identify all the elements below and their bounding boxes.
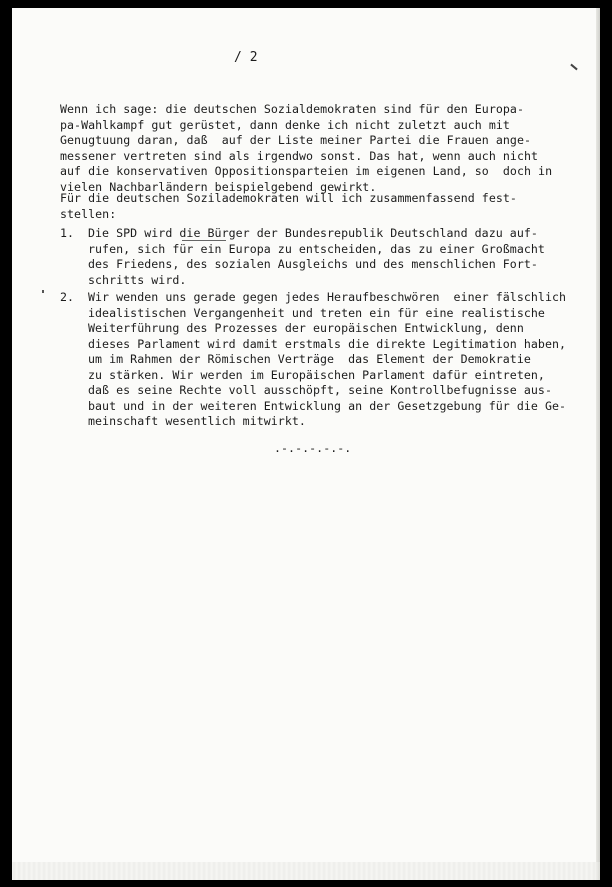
list-item-line: meinschaft wesentlich mitwirkt. <box>88 414 306 428</box>
list-item-line: des Friedens, des sozialen Ausgleichs und des menschlichen Fort- <box>88 257 538 271</box>
list-item-line: um im Rahmen der Römischen Verträge das Element der Demokratie <box>88 352 531 366</box>
list-item-number: 1. <box>60 226 75 240</box>
list-item-line: zu stärken. Wir werden im Europäischen Parlament dafür eintreten, <box>88 367 545 382</box>
list-item-line: Die SPD wird die Bürger der Bundesrepublik Deutschland dazu auf- <box>88 226 538 240</box>
paragraph-2 <box>60 191 517 222</box>
paragraph-line: Für die deutschen Sozilademokraten will ich zusammenfassend fest- <box>60 191 517 205</box>
paragraph-line: Wenn ich sage: die deutschen Sozialdemokraten sind für den Europa- <box>60 102 524 116</box>
paragraph-line: messener vertreten sind als irgendwo sonst. Das hat, wenn auch nicht <box>60 148 539 163</box>
scan-noise-strip <box>12 862 600 880</box>
document-page <box>12 8 600 880</box>
pen-tick-mark <box>570 64 577 71</box>
list-item-line: Weiterführung des Prozesses der europäischen Entwicklung, denn <box>88 321 524 335</box>
list-item-line: rufen, sich für ein Europa zu entscheiden, das zu einer Großmacht <box>88 241 545 256</box>
paragraph-line: auf die konservativen Oppositionsparteien im eigenen Land, so doch in <box>60 164 553 178</box>
paragraph-line: pa-Wahlkampf gut gerüstet, dann denke ich nicht zuletzt auch mit <box>60 117 510 132</box>
paragraph-line: stellen: <box>60 206 117 221</box>
paragraph-line: vielen Nachbarländern beispielgebend gewirkt. <box>60 179 377 194</box>
list-item-line: baut und in der weiteren Entwicklung an der Gesetzgebung für die Ge- <box>88 398 567 413</box>
list-item-line: idealistischen Vergangenheit und treten ein für eine realistische <box>88 305 545 320</box>
end-of-text-mark: .-.-.-.-.-. <box>274 441 352 455</box>
list-item-line: schritts wird. <box>88 272 187 287</box>
paragraph-1 <box>60 102 552 195</box>
pen-underline-mark <box>182 240 226 241</box>
page-edge-shadow <box>596 8 600 880</box>
list-item-line: Wir wenden uns gerade gegen jedes Heraufbeschwören einer fälschlich <box>88 290 567 304</box>
list-item-text <box>88 290 566 430</box>
margin-mark <box>42 290 44 293</box>
list-item-text <box>88 226 545 288</box>
paragraph-line: Genugtuung daran, daß auf der Liste meiner Partei die Frauen ange- <box>60 133 532 147</box>
page-number: / 2 <box>234 50 258 65</box>
list-item-line: dieses Parlament wird damit erstmals die direkte Legitimation haben, <box>88 336 567 351</box>
list-item-number: 2. <box>60 290 75 304</box>
list-item-line: daß es seine Rechte voll ausschöpft, seine Kontrollbefugnisse aus- <box>88 383 552 397</box>
